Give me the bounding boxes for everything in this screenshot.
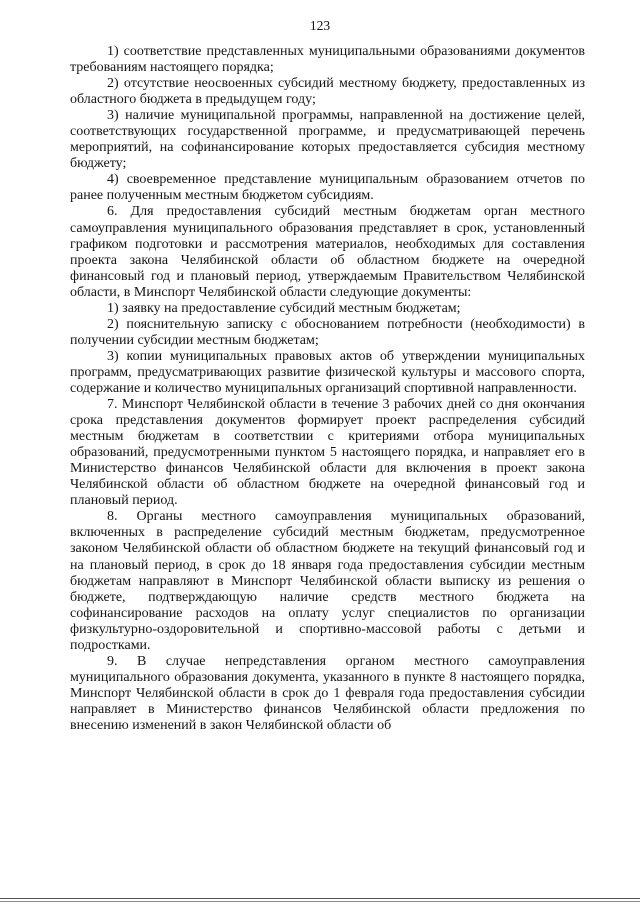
paragraph: 2) отсутствие неосвоенных субсидий местному бюджету, предоставленных из областного бюджета в предыдущем году; (70, 76, 585, 108)
paragraph: 1) заявку на предоставление субсидий местным бюджетам; (107, 300, 461, 316)
scan-edge-line (0, 898, 640, 899)
document-body (70, 44, 585, 734)
scan-edge-line (0, 901, 640, 902)
paragraph: 7. Минспорт Челябинской области в течение 3 рабочих дней со дня окончания срока представления документов формирует проект распределения субсидий местным бюджетам в соответствии с критериями отбора муниципальных образований, предусмотренными пунктом 5 настоящего порядка, и направляет его в Министерство финансов Челябинской области для включения в проект закона Челябинской области об областном бюджете на очередной финансовый год и плановый период. (70, 397, 585, 509)
paragraph: 8. Органы местного самоуправления муниципальных образований, включенных в распределение субсидий местным бюджетам, предусмотренное законом Челябинской области об областном бюджете на текущий финансовый год и на плановый период, в срок до 18 января года предоставления субсидии местным бюджетам направляют в Минспорт Челябинской области выписку из решения о бюджете, подтверждающую наличие средств местного бюджета на софинансирование расходов на оплату услуг специалистов по организации физкультурно-оздоровительной и спортивно-массовой работы с детьми и подростками. (70, 509, 585, 653)
paragraph: 6. Для предоставления субсидий местным бюджетам орган местного самоуправления муниципального образования представляет в срок, установленный графиком подготовки и рассмотрения материалов, необходимых для составления проекта закона Челябинской области об областном бюджете на очередной финансовый год и плановый период, утверждаемым Правительством Челябинской области, в Минспорт Челябинской области следующие документы: (70, 204, 585, 300)
paragraph: 3) наличие муниципальной программы, направленной на достижение целей, соответствующих государственной программе, и предусматривающей перечень мероприятий, на софинансирование которых предоставляется субсидия местному бюджету; (70, 108, 585, 172)
paragraph: 3) копии муниципальных правовых актов об утверждении муниципальных программ, предусматривающих развитие физической культуры и массового спорта, содержание и количество муниципальных организаций спортивной направленности. (70, 348, 585, 396)
paragraph: 1) соответствие представленных муниципальными образованиями документов требованиям настоящего порядка; (70, 44, 585, 76)
page-number: 123 (309, 18, 331, 33)
paragraph: 4) своевременное представление муниципальным образованием отчетов по ранее полученным местным бюджетом субсидиям. (70, 172, 585, 204)
paragraph: 9. В случае непредставления органом местного самоуправления муниципального образования документа, указанного в пункте 8 настоящего порядка, Минспорт Челябинской области в срок до 1 февраля года предоставления субсидии направляет в Министерство финансов Челябинской области предложения по внесению изменений в закон Челябинской области об (70, 653, 585, 733)
paragraph: 2) пояснительную записку с обоснованием потребности (необходимости) в получении субсидии местным бюджетам; (70, 316, 585, 348)
